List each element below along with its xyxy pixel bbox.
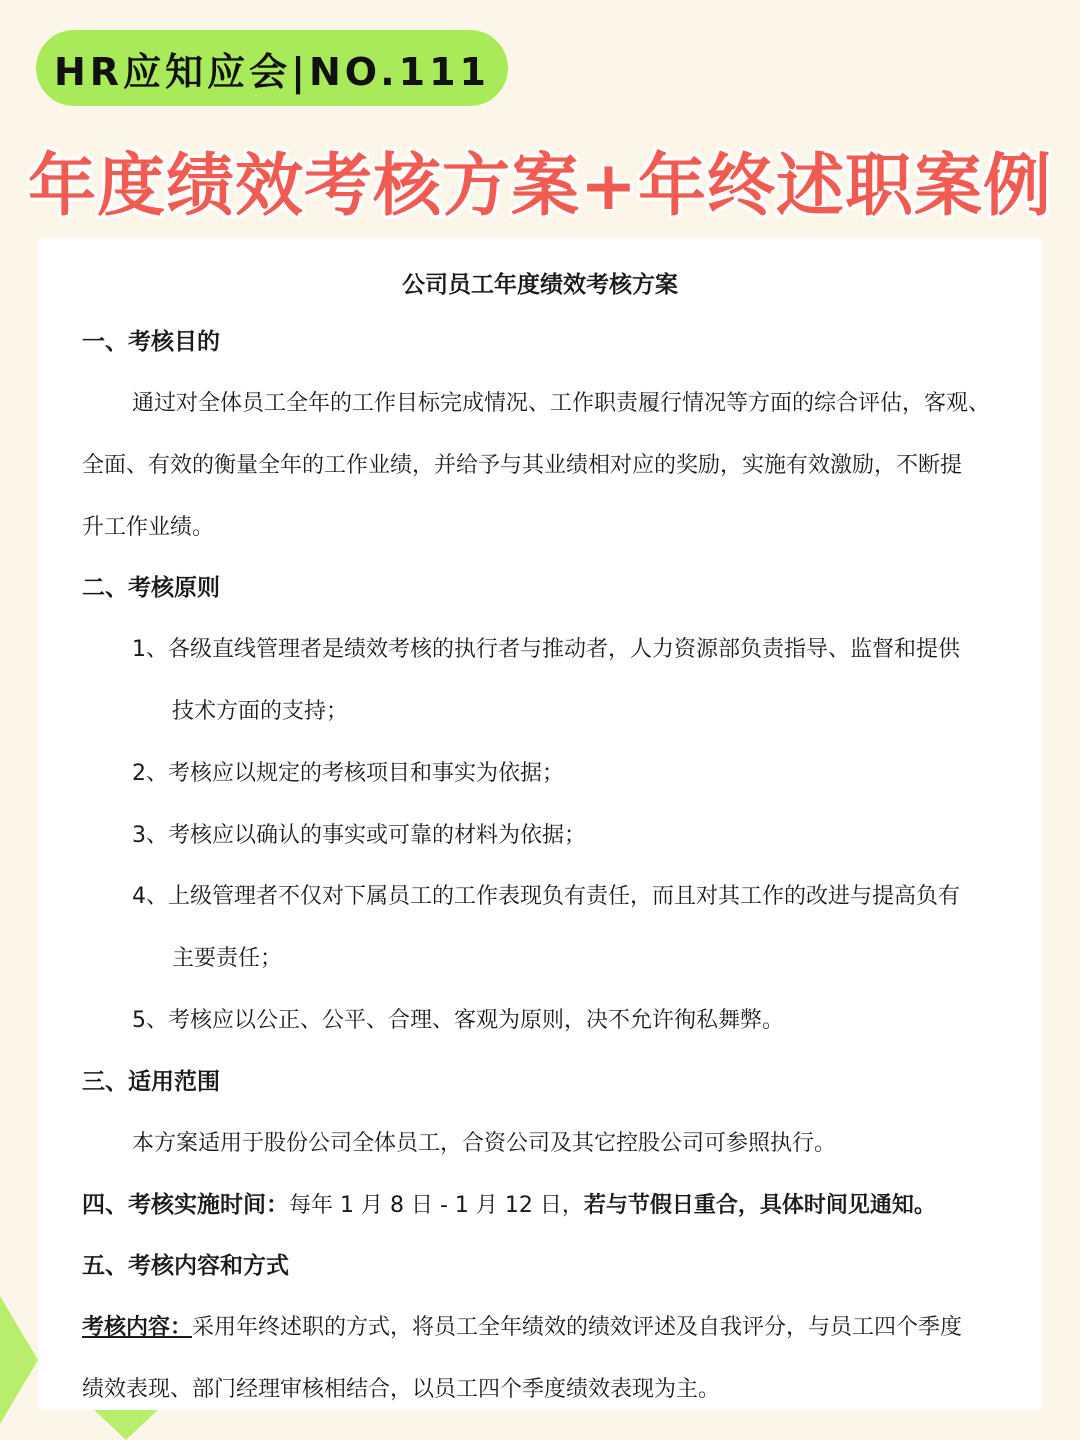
scope-text: 本方案适用于股份公司全体员工，合资公司及其它控股公司可参照执行。 (132, 1131, 837, 1156)
principle-item-1-line-2: 技术方面的支持； (172, 699, 349, 724)
principle-item-4-line-1: 4、上级管理者不仅对下属员工的工作表现负有责任，而且对其工作的改进与提高负有 (132, 884, 960, 909)
section-heading-schedule: 四、考核实施时间： (82, 1192, 289, 1218)
section-heading-scope: 三、适用范围 (82, 1069, 220, 1095)
purpose-text-line-3: 升工作业绩。 (82, 515, 215, 540)
content-line-2: 绩效表现、部门经理审核相结合，以员工四个季度绩效表现为主。 (82, 1377, 721, 1402)
section-heading-purpose: 一、考核目的 (82, 329, 220, 355)
principle-item-1-line-1: 1、各级直线管理者是绩效考核的执行者与推动者，人力资源部负责指导、监督和提供 (132, 637, 960, 662)
principle-item-3: 3、考核应以确认的事实或可靠的材料为依据； (132, 823, 586, 848)
section-heading-content-method: 五、考核内容和方式 (82, 1253, 289, 1279)
document-page (38, 238, 1042, 1410)
principle-item-4-line-2: 主要责任； (172, 946, 283, 971)
content-label: 考核内容： (82, 1315, 193, 1340)
content-line-1 (82, 1312, 998, 1344)
principle-item-2: 2、考核应以规定的考核项目和事实为依据； (132, 761, 564, 786)
document-title: 公司员工年度绩效考核方案 (402, 272, 678, 298)
purpose-text-line-2: 全面、有效的衡量全年的工作业绩，并给予与其业绩相对应的奖励，实施有效激励，不断提 (82, 453, 963, 478)
section-heading-principles: 二、考核原则 (82, 575, 220, 601)
decorative-triangle-left (0, 1296, 38, 1424)
schedule-line (82, 1189, 998, 1222)
principle-item-5: 5、考核应以公正、公平、合理、客观为原则，决不允许徇私舞弊。 (132, 1008, 784, 1033)
schedule-note: 若与节假日重合，具体时间见通知。 (583, 1193, 936, 1218)
purpose-text-line-1: 通过对全体员工全年的工作目标完成情况、工作职责履行情况等方面的综合评估，客观、 (132, 391, 991, 416)
series-badge (36, 30, 508, 106)
decorative-triangle-bottom (92, 1408, 160, 1440)
content-text-1: 采用年终述职的方式，将员工全年绩效的绩效评述及自我评分，与员工四个季度 (192, 1315, 963, 1340)
series-badge-text: HR应知应会|NO.111 (54, 49, 490, 94)
main-title: 年度绩效考核方案+年终述职案例 (28, 147, 1052, 226)
schedule-dates: 每年 1 月 8 日 - 1 月 12 日， (289, 1193, 584, 1218)
